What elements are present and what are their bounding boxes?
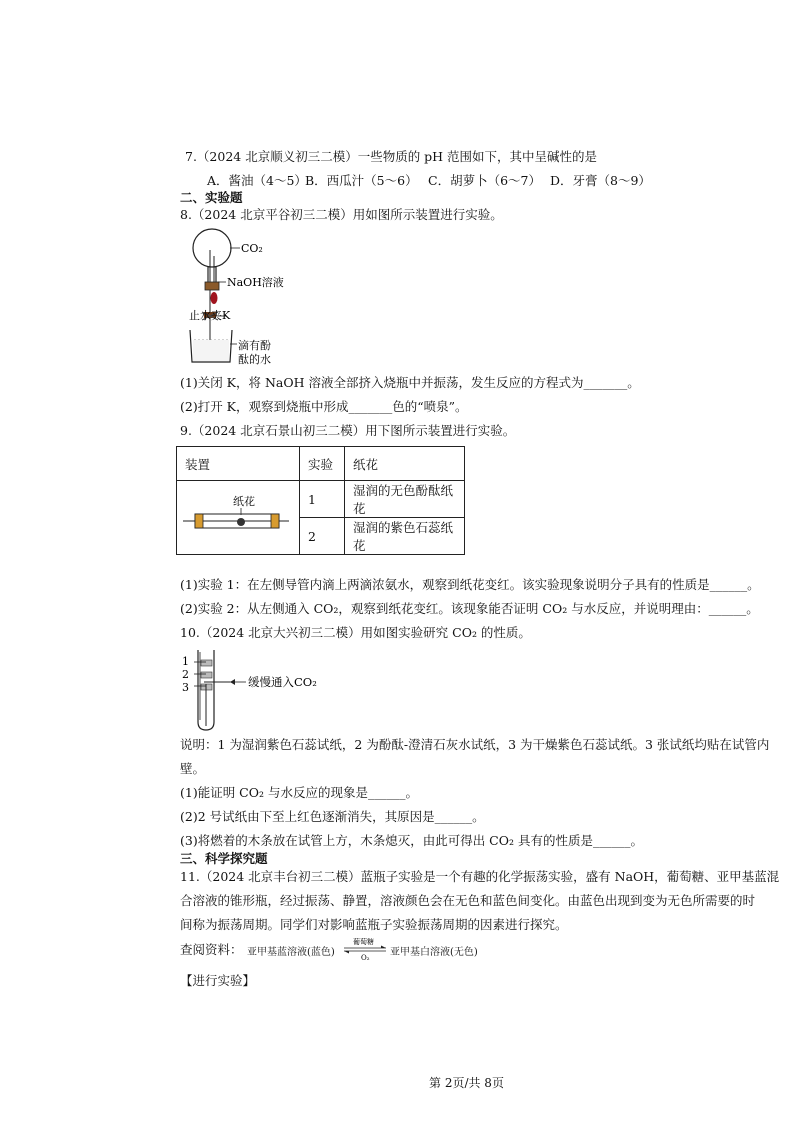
q8-label-clamp: 止水夹K — [189, 309, 231, 322]
q7-stem: 7.（2024 北京顺义初三二模）一些物质的 pH 范围如下，其中呈碱性的是 — [185, 149, 598, 164]
q9-header-experiment: 实验 — [300, 447, 345, 481]
q10-part1: (1)能证明 CO₂ 与水反应的现象是______。 — [180, 785, 418, 800]
q10-label-2: 2 — [182, 668, 189, 681]
q8-part1: (1)关闭 K，将 NaOH 溶液全部挤入烧瓶中并振荡，发生反应的方程式为_______。 — [180, 375, 640, 390]
q8-stem: 8.（2024 北京平谷初三二模）用如图所示装置进行实验。 — [180, 207, 503, 222]
q8-part2: (2)打开 K，观察到烧瓶中形成_______色的“喷泉”。 — [180, 399, 468, 414]
q8-label-water-line1: 滴有酚 — [238, 339, 271, 352]
q11-line2: 合溶液的锥形瓶，经过振荡、静置，溶液颜色会在无色和蓝色间变化。由蓝色出现到变为无色所需要的时 — [180, 893, 756, 908]
q9-stem: 9.（2024 北京石景山初三二模）用下图所示装置进行实验。 — [180, 423, 516, 438]
q9-row2-flower: 湿润的紫色石蕊纸花 — [345, 518, 465, 555]
q10-part2: (2)2 号试纸由下至上红色逐渐消失，其原因是______。 — [180, 809, 485, 824]
q9-part2: (2)实验 2：从左侧通入 CO₂，观察到纸花变红。该现象能否证明 CO₂ 与水反应，并说明理由：______。 — [180, 601, 759, 616]
q11-line3: 间称为振荡周期。同学们对影响蓝瓶子实验振荡周期的因素进行探究。 — [180, 917, 568, 932]
q9-row1-flower: 湿润的无色酚酞纸花 — [345, 481, 465, 518]
q7-option-d: D．牙膏（8～9） — [550, 173, 651, 188]
q8-label-water-line2: 酞的水 — [238, 353, 271, 366]
q8-label-naoh: NaOH溶液 — [227, 276, 284, 289]
q8-label-co2: CO₂ — [241, 242, 263, 255]
section-heading-experiments: 二、实验题 — [180, 190, 243, 205]
q8-fountain-apparatus-figure — [182, 226, 302, 371]
q9-label-flower: 纸花 — [233, 495, 255, 508]
q10-note-line2: 壁。 — [180, 761, 206, 776]
page-footer: 第 2页/共 8页 — [429, 1076, 504, 1090]
q11-reference-label: 查阅资料： — [180, 942, 243, 957]
q9-experiment-table — [176, 446, 465, 555]
q11-equilibrium-arrow-icon — [341, 936, 389, 962]
q11-experiment-heading: 【进行实验】 — [180, 973, 256, 988]
q11-equation-left: 亚甲基蓝溶液(蓝色) — [247, 947, 335, 958]
q9-tube-apparatus-figure — [177, 481, 299, 551]
q9-header-flower: 纸花 — [345, 447, 465, 481]
q10-label-3: 3 — [182, 681, 189, 694]
q9-apparatus-cell — [177, 481, 300, 555]
q9-row1-no: 1 — [300, 481, 345, 518]
q7-option-b: B．西瓜汁（5～6） — [305, 173, 418, 188]
section-heading-inquiry: 三、科学探究题 — [180, 851, 268, 866]
table-row — [177, 481, 465, 518]
q11-equation-bottom: O₂ — [361, 954, 370, 962]
q10-note-line1: 说明：1 为湿润紫色石蕊试纸，2 为酚酞-澄清石灰水试纸，3 为干燥紫色石蕊试纸。3 张试纸均贴在试管内 — [180, 737, 770, 752]
q10-part3: (3)将燃着的木条放在试管上方，木条熄灭，由此可得出 CO₂ 具有的性质是______。 — [180, 833, 643, 848]
q11-equation-top: 葡萄糖 — [353, 938, 374, 946]
q11-line1: 11.（2024 北京丰台初三二模）蓝瓶子实验是一个有趣的化学振荡实验，盛有 NaOH，葡萄糖、亚甲基蓝混 — [180, 869, 780, 884]
q10-stem: 10.（2024 北京大兴初三二模）用如图实验研究 CO₂ 的性质。 — [180, 625, 531, 640]
q7-option-a: A．酱油（4～5） — [207, 173, 307, 188]
q10-label-arrow: 缓慢通入CO₂ — [248, 675, 317, 689]
q10-test-tube-figure — [180, 648, 330, 734]
q10-label-1: 1 — [182, 655, 189, 668]
q9-part1: (1)实验 1：在左侧导管内滴上两滴浓氨水，观察到纸花变红。该实验现象说明分子具有的性质是______。 — [180, 577, 760, 592]
q9-row2-no: 2 — [300, 518, 345, 555]
q7-option-c: C．胡萝卜（6～7） — [428, 173, 541, 188]
q9-header-apparatus: 装置 — [177, 447, 300, 481]
q11-equation-right: 亚甲基白溶液(无色) — [390, 947, 478, 958]
